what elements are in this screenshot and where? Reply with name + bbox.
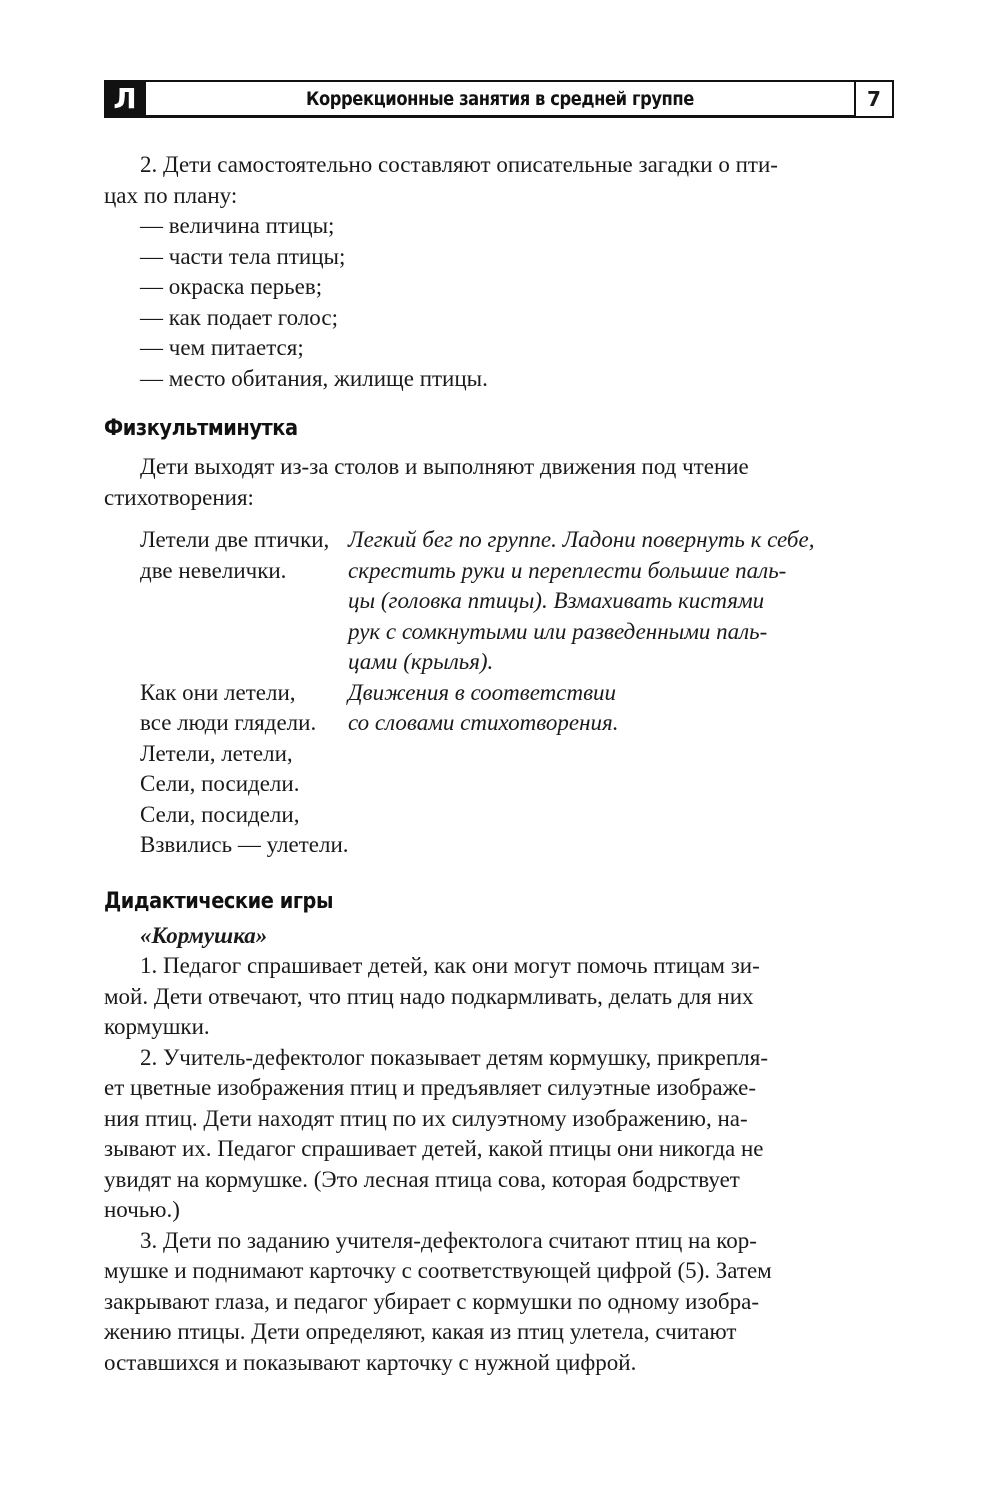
section-heading-games: Дидактические игры (104, 888, 334, 914)
section-heading-fizkult: Физкультминутка (104, 416, 298, 441)
action-line: рук с сомкнутыми или разведенными паль- (348, 618, 768, 644)
chapter-logo: Л (104, 80, 146, 118)
text-line: 2. Дети самостоятельно составляют описательные загадки о пти- (140, 152, 778, 177)
poem-verse (104, 525, 348, 678)
list-item: — чем питается; (140, 335, 304, 360)
text-line: увидят на кормушке. (Это лесная птица сова, которая бодрствует (104, 1166, 740, 1192)
text-line: ет цветные изображения птиц и предъявляет силуэтные изображе- (104, 1075, 756, 1100)
text-line: цах по плану: (104, 182, 238, 208)
poem-line: Сели, посидели, (140, 801, 300, 827)
poem-line: Сели, посидели. (140, 771, 300, 796)
page-header (104, 80, 894, 118)
poem-actions (348, 678, 894, 861)
poem-block-1 (104, 525, 894, 678)
action-line: скрестить руки и переплести большие паль- (348, 557, 787, 583)
page-number: 7 (854, 80, 894, 118)
text-line: ния птиц. Дети находят птиц по их силуэтному изображению, на- (104, 1105, 748, 1131)
text-line: жению птицы. Дети определяют, какая из птиц улетела, считают (104, 1319, 737, 1344)
text-line: 2. Учитель-дефектолог показывает детям кормушку, прикрепля- (140, 1044, 769, 1070)
action-line: цами (крылья). (348, 649, 494, 674)
action-line: цы (головка птицы). Взмахивать кистями (348, 588, 765, 613)
header-rule-bottom (146, 115, 854, 118)
list-item: — части тела птицы; (140, 243, 346, 269)
list-item: — как подает голос; (140, 304, 338, 330)
text-line: Дети выходят из-за столов и выполняют движения под чтение (140, 454, 749, 479)
game-paragraph-1 (104, 951, 894, 1043)
action-line: со словами стихотворения. (348, 710, 619, 735)
text-line: кормушки. (104, 1014, 210, 1039)
game-paragraph-3 (104, 1226, 894, 1379)
game-title: «Кормушка» (140, 922, 268, 948)
text-line: зывают их. Педагог спрашивает детей, какой птицы они никогда не (104, 1136, 764, 1161)
poem-verse (104, 678, 348, 861)
text-line: мушке и поднимают карточку с соответствующей цифрой (5). Затем (104, 1258, 772, 1283)
text-line: оставшихся и показывают карточку с нужной цифрой. (104, 1349, 637, 1375)
poem-actions (348, 525, 894, 678)
list-item: — место обитания, жилище птицы. (140, 365, 488, 391)
poem-block-2 (104, 678, 894, 861)
text-line: закрывают глаза, и педагог убирает с кормушки по одному изобра- (104, 1288, 759, 1314)
list-item: — окраска перьев; (140, 274, 323, 299)
action-line: Легкий бег по группе. Ладони повернуть к себе, (348, 527, 815, 552)
text-line: ночью.) (104, 1197, 180, 1222)
running-title: Коррекционные занятия в средней группе (306, 88, 694, 110)
fizkult-intro (104, 452, 894, 513)
text-line: 3. Дети по заданию учителя-дефектолога считают птиц на кор- (140, 1227, 757, 1253)
poem-line: Летели две птички, (140, 527, 330, 552)
poem-line: Летели, летели, (140, 740, 293, 766)
game-paragraph-2 (104, 1043, 894, 1226)
riddle-plan-section (104, 150, 894, 394)
page-content (104, 150, 894, 1378)
text-line: 1. Педагог спрашивает детей, как они могут помочь птицам зи- (140, 953, 760, 978)
action-line: Движения в соответствии (348, 679, 617, 705)
list-item: — величина птицы; (140, 213, 335, 238)
poem-line: две невелички. (140, 557, 287, 583)
poem-line: все люди глядели. (140, 710, 317, 735)
text-line: мой. Дети отвечают, что птиц надо подкармливать, делать для них (104, 983, 754, 1009)
poem-line: Взвились — улетели. (140, 832, 349, 857)
poem-line: Как они летели, (140, 679, 296, 705)
text-line: стихотворения: (104, 484, 254, 510)
